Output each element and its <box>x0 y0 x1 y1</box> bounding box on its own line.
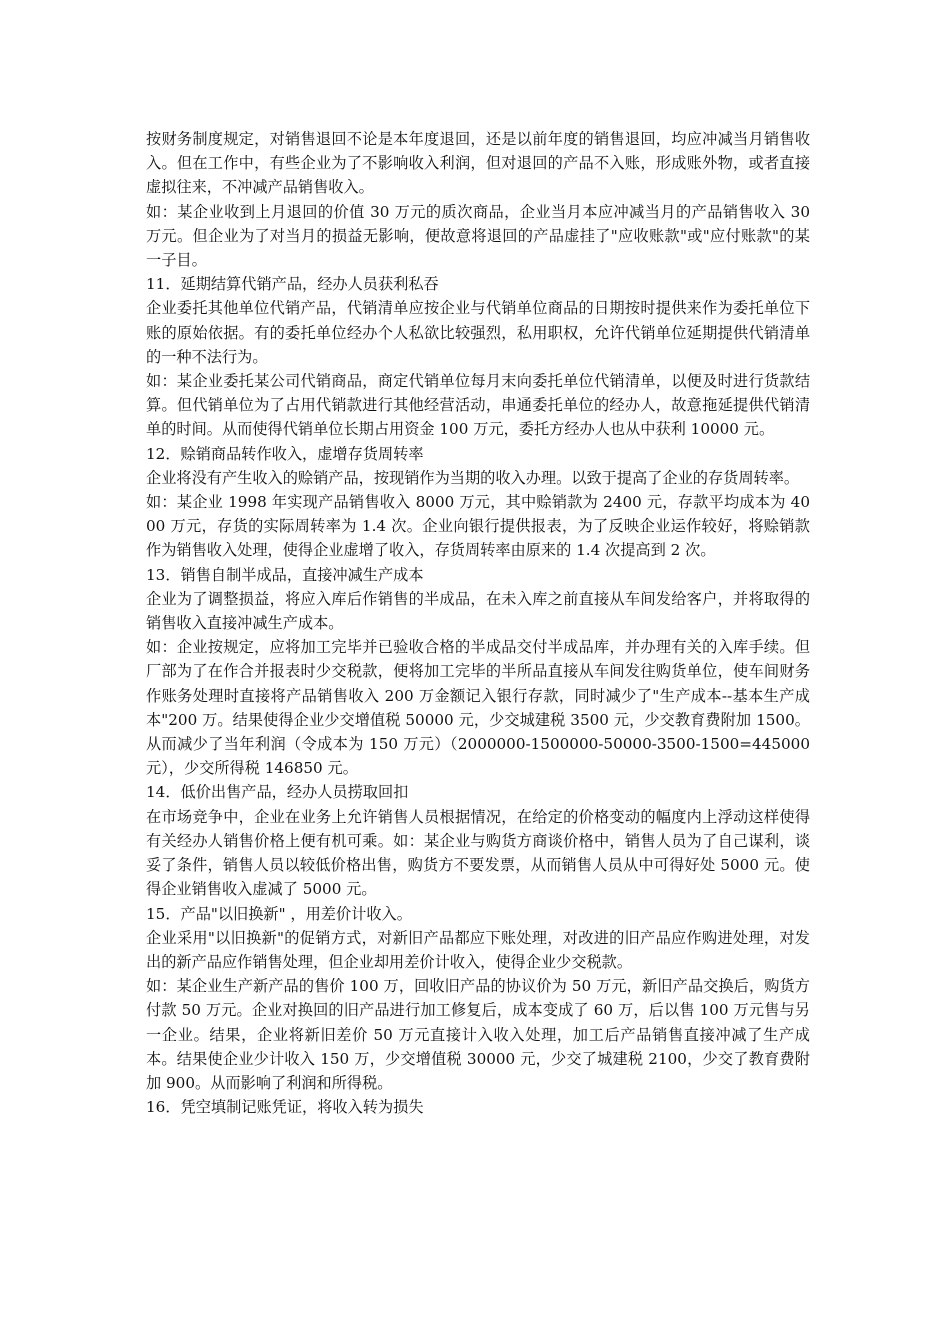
paragraph: 企业委托其他单位代销产品，代销清单应按企业与代销单位商品的日期按时提供来作为委托单位下账的原始依据。有的委托单位经办个人私欲比较强烈，私用职权，允许代销单位延期提供代销清单的一种不法行为。 <box>146 299 810 366</box>
paragraph: 在市场竞争中，企业在业务上允许销售人员根据情况，在给定的价格变动的幅度内上浮动这样使得有关经办人销售价格上便有机可乘。如：某企业与购货方商谈价格中，销售人员为了自己谋利，谈妥了条件，销售人员以较低价格出售，购货方不要发票，从而销售人员从中可得好处 5000 元。使得企业销售收入虚减了 5000 元。 <box>146 807 810 899</box>
paragraph: 企业采用"以旧换新"的促销方式，对新旧产品都应下账处理，对改进的旧产品应作购进处理，对发出的新产品应作销售处理，但企业却用差价计收入，使得企业少交税款。 <box>146 928 810 971</box>
document-body <box>146 127 810 1119</box>
paragraph: 如：某企业生产新产品的售价 100 万，回收旧产品的协议价为 50 万元，新旧产品交换后，购货方付款 50 万元。企业对换回的旧产品进行加工修复后，成本变成了 60 万，后以售 100 万元售与另一企业。结果，企业将新旧差价 50 万元直接计入收入处理，加工后产品销售直接冲减了生产成本。结果使企业少计收入 150 万，少交增值税 30000 元，少交了城建税 2100，少交了教育费附加 900。从而影响了利润和所得税。 <box>146 977 810 1092</box>
paragraph: 按财务制度规定，对销售退回不论是本年度退回，还是以前年度的销售退回，均应冲减当月销售收入。但在工作中，有些企业为了不影响收入利润，但对退回的产品不入账，形成账外物，或者直接虚拟往来，不冲减产品销售收入。 <box>146 130 810 197</box>
paragraph: 如：某企业委托某公司代销商品，商定代销单位每月末向委托单位代销清单，以便及时进行货款结算。但代销单位为了占用代销款进行其他经营活动，串通委托单位的经办人，故意拖延提供代销清单的时间。从而使得代销单位长期占用资金 100 万元，委托方经办人也从中获利 10000 元。 <box>146 372 810 439</box>
paragraph: 如：某企业 1998 年实现产品销售收入 8000 万元，其中赊销款为 2400 元，存款平均成本为 4000 万元，存货的实际周转率为 1.4 次。企业向银行提供报表，为了反映企业运作较好，将赊销款作为销售收入处理，使得企业虚增了收入，存货周转率由原来的 1.4 次提高到 2 次。 <box>146 493 810 560</box>
paragraph: 企业为了调整损益，将应入库后作销售的半成品，在未入库之前直接从车间发给客户，并将取得的销售收入直接冲减生产成本。 <box>146 589 810 633</box>
section-heading-15: 15．产品"以旧换新" ，用差价计收入。 <box>146 904 412 923</box>
section-heading-14: 14．低价出售产品，经办人员捞取回扣 <box>146 783 409 802</box>
paragraph: 如：企业按规定，应将加工完毕并已验收合格的半成品交付半成品库，并办理有关的入库手续。但厂部为了在作合并报表时少交税款，便将加工完毕的半所品直接从车间发往购货单位，使车间财务作账务处理时直接将产品销售收入 200 万金额记入银行存款，同时减少了"生产成本--基本生产成本"200 万。结果使得企业少交增值税 50000 元，少交城建税 3500 元，少交教育费附加 1500。从而减少了当年利润（令成本为 150 万元）（2000000-1500000-50000-3500-1500=445000 元），少交所得税 146850 元。 <box>146 638 810 778</box>
section-heading-12: 12．赊销商品转作收入，虚增存货周转率 <box>146 444 424 463</box>
section-heading-16: 16．凭空填制记账凭证，将收入转为损失 <box>146 1098 424 1117</box>
paragraph: 企业将没有产生收入的赊销产品，按现销作为当期的收入办理。以致于提高了企业的存货周转率。 <box>146 468 800 487</box>
paragraph: 如：某企业收到上月退回的价值 30 万元的质次商品，企业当月本应冲减当月的产品销售收入 30 万元。但企业为了对当月的损益无影响，便故意将退回的产品虚挂了"应收账款"或"应付账款"的某一子目。 <box>146 202 810 270</box>
section-heading-11: 11．延期结算代销产品，经办人员获利私吞 <box>146 275 439 294</box>
section-heading-13: 13．销售自制半成品，直接冲减生产成本 <box>146 565 424 584</box>
